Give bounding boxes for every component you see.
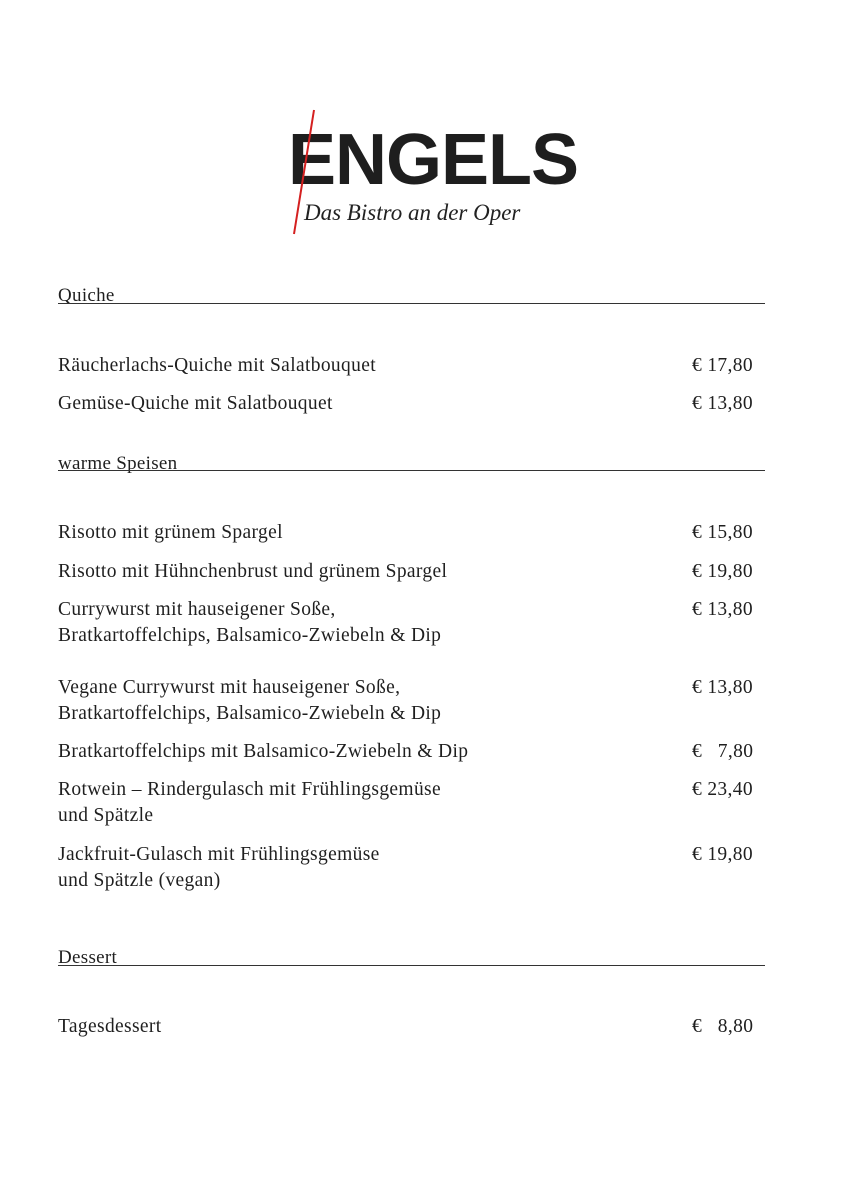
item-price: € 23,40 xyxy=(692,779,753,800)
item-price: € 7,80 xyxy=(692,741,754,762)
item-name: Bratkartoffelchips mit Balsamico-Zwiebeln & Dip xyxy=(58,741,469,762)
item-name: Tagesdessert xyxy=(58,1016,162,1037)
item-name: Risotto mit grünem Spargel xyxy=(58,522,283,543)
section-divider xyxy=(58,470,765,471)
logo-wordmark-rest: NGELS xyxy=(335,120,579,200)
section-title: Quiche xyxy=(58,285,115,306)
item-name: Currywurst mit hauseigener Soße, Bratkartoffelchips, Balsamico-Zwiebeln & Dip xyxy=(58,599,442,646)
item-name: Gemüse-Quiche mit Salatbouquet xyxy=(58,393,333,414)
item-name: Räucherlachs-Quiche mit Salatbouquet xyxy=(58,355,377,376)
item-price: € 17,80 xyxy=(692,355,753,376)
item-price: € 13,80 xyxy=(692,393,753,414)
item-price: € 8,80 xyxy=(692,1016,754,1037)
item-price: € 19,80 xyxy=(692,844,753,865)
item-name: Rotwein – Rindergulasch mit Frühlingsgemüse und Spätzle xyxy=(58,779,441,826)
section-divider xyxy=(58,303,765,304)
item-price: € 13,80 xyxy=(692,599,753,620)
logo xyxy=(286,108,579,236)
section-divider xyxy=(58,965,765,966)
item-name: Vegane Currywurst mit hauseigener Soße, Bratkartoffelchips, Balsamico-Zwiebeln & Dip xyxy=(58,677,442,724)
section-title: Dessert xyxy=(58,947,118,968)
item-price: € 13,80 xyxy=(692,677,753,698)
item-name: Risotto mit Hühnchenbrust und grünem Spargel xyxy=(58,561,448,582)
section-dessert xyxy=(58,947,765,969)
section-title: warme Speisen xyxy=(58,453,178,474)
item-price: € 15,80 xyxy=(692,522,753,543)
logo-wordmark: ENGELS xyxy=(288,120,579,200)
logo-tagline: Das Bistro an der Oper xyxy=(304,200,521,225)
item-price: € 19,80 xyxy=(692,561,753,582)
section-quiche xyxy=(58,285,765,307)
item-name: Jackfruit-Gulasch mit Frühlingsgemüse und Spätzle (vegan) xyxy=(58,844,380,891)
section-warme-speisen xyxy=(58,453,765,475)
